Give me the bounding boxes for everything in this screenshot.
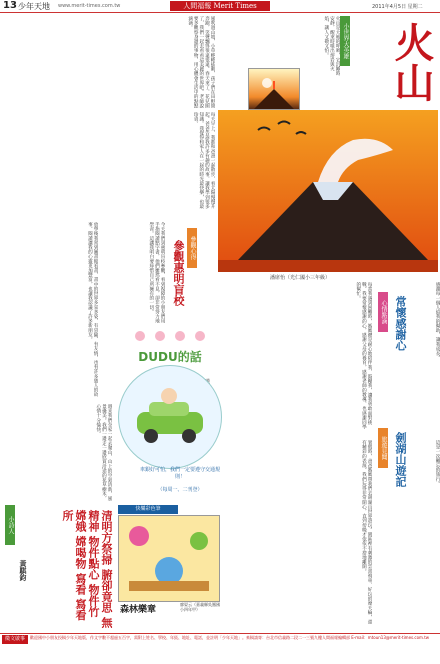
dudu-note: （每周一、二刊登） — [157, 487, 203, 493]
trip-tag: 旅遊見聞 — [378, 428, 388, 468]
dudu-cartoon — [118, 365, 222, 469]
drawing-picture — [118, 515, 220, 602]
trip-article-continued: 這是一次難忘的旅行。 — [435, 440, 440, 486]
dudu-title: DUDU的話 — [138, 350, 202, 364]
poem-text: 清明方祭掃 腑卻竟思 無精神 物件點心 物件竹 嫦娥 嫦喝物 寫看 寫看所 — [61, 510, 113, 628]
visit-article: 今天我們到惠明盲校參觀，看到視障的小朋友們用手指閱讀點字書，他們雖然看不見，卻非常努力地學習。這讓我明白要珍惜自己所擁有的一切。 — [148, 222, 165, 324]
section-name: 少年天地 — [18, 2, 50, 11]
visit-tag: 參觀心得 — [187, 228, 197, 268]
article-column-left-bottom: 放學後我常到圖書館看書，書中的世界多采多姿，有冒險、有友情，也有許多感人的故事。閱讀讓我的心靈更加豐富，也讓我認識了許多新朋友。 — [87, 222, 98, 397]
volcano-photo — [248, 68, 300, 110]
article-column-right-mid: 每當我遇到困難時，媽媽總是耐心地陪伴我、鼓勵我，讓我勇敢面對挑戰。我要常懷感謝的心，感謝父母的養育，感謝老師的教導，也感謝同學的幫忙。 — [355, 282, 372, 430]
volcano-painting — [218, 110, 438, 272]
drawing-art — [119, 516, 219, 601]
poem-author: 黃騏鈞 — [19, 560, 28, 581]
volcano-painting-art — [218, 110, 438, 272]
article-column-left-lower: 週末我們全家一起去爬山，山上的空氣清新，風景優美。我們一邊走一邊欣賞沿途的花草樹木，心情十分愉快。 — [95, 404, 112, 501]
feelings-title: 常懷感謝心 — [394, 296, 407, 351]
visit-title: 參觀惠明盲校 — [172, 240, 185, 306]
footer-text: 歡迎國中小朋友投稿少年天地版，作文字數不超過五百字，需附上姓名、學校、年級、地址、電話，並註明「少年天地」。來稿請寄：台北市信義路二段二一三號九樓人間福報編輯部 E-mail：mtoun13@merit-times.com.tw — [30, 635, 430, 640]
footer-label: 徵文啟事 — [2, 635, 28, 644]
drawing-title: 森林樂章 — [120, 605, 157, 615]
trip-article: 暑假時，爸爸媽媽帶我們去劍湖山世界遊玩。園區裡有刺激的雲霄飛車、好玩的摩天輪，還有精彩的表演。我們玩得非常開心，直到傍晚才依依不捨地離開。 — [361, 440, 372, 624]
painting-caption: 潘席怡（光仁國小三年級） — [270, 275, 331, 281]
poem-tag: 小詩人 — [5, 505, 15, 545]
volcano-photo-icon — [249, 69, 299, 109]
page-number: 13 — [3, 0, 17, 11]
article-column-left-mid: 每天早上，我都和爸爸一起散步，看太陽慢慢升起。爸爸告訴我許多有趣的故事，讓我學到很多知識。我覺得和家人在一起的時光最快樂，也最珍貴。 — [193, 112, 215, 209]
site-url[interactable]: www.merit-times.com.tw — [58, 3, 121, 9]
flower-icon — [130, 329, 210, 343]
drawing-tag: 快樂彩色筆 — [118, 505, 178, 514]
trip-title: 劍湖山遊記 — [394, 432, 407, 487]
flower-decoration — [130, 328, 210, 342]
series-tag: 小世界大英雄 — [340, 16, 350, 66]
drawing-caption: 廖晏云（嘉義縣吳鳳國小四年甲） — [180, 602, 220, 612]
article-column-left-top: 風吹過山坡，小草輕輕搖動，孩子們在田野間奔跑，笑聲飄得很遠很遠。春天來了，花兒開了，我們一起去看看這美麗的世界吧。老師說要多觀察身邊的事物，用心體會生活中的點點滴滴。 — [187, 16, 215, 108]
feelings-article: 感謝每一個人給我的幫助，讓我成長。 — [435, 282, 440, 361]
dudu-slogan: 車銀好可怕，我們一定要遵守交通規則！ — [140, 467, 221, 480]
car-icon — [119, 366, 221, 468]
brand-logo: 人間福報 Merit Times — [170, 1, 270, 11]
issue-date: 2011年4月5日 星期二 — [372, 4, 423, 10]
feelings-tag: 心情點滴 — [378, 292, 388, 332]
feature-title-volcano: 火山 — [388, 22, 435, 102]
article-column-right-top: 火山是大地的呼吸，它沉睡時安靜，醒來時噴出熔岩與火焰，讓人又敬又怕。 — [323, 16, 340, 76]
